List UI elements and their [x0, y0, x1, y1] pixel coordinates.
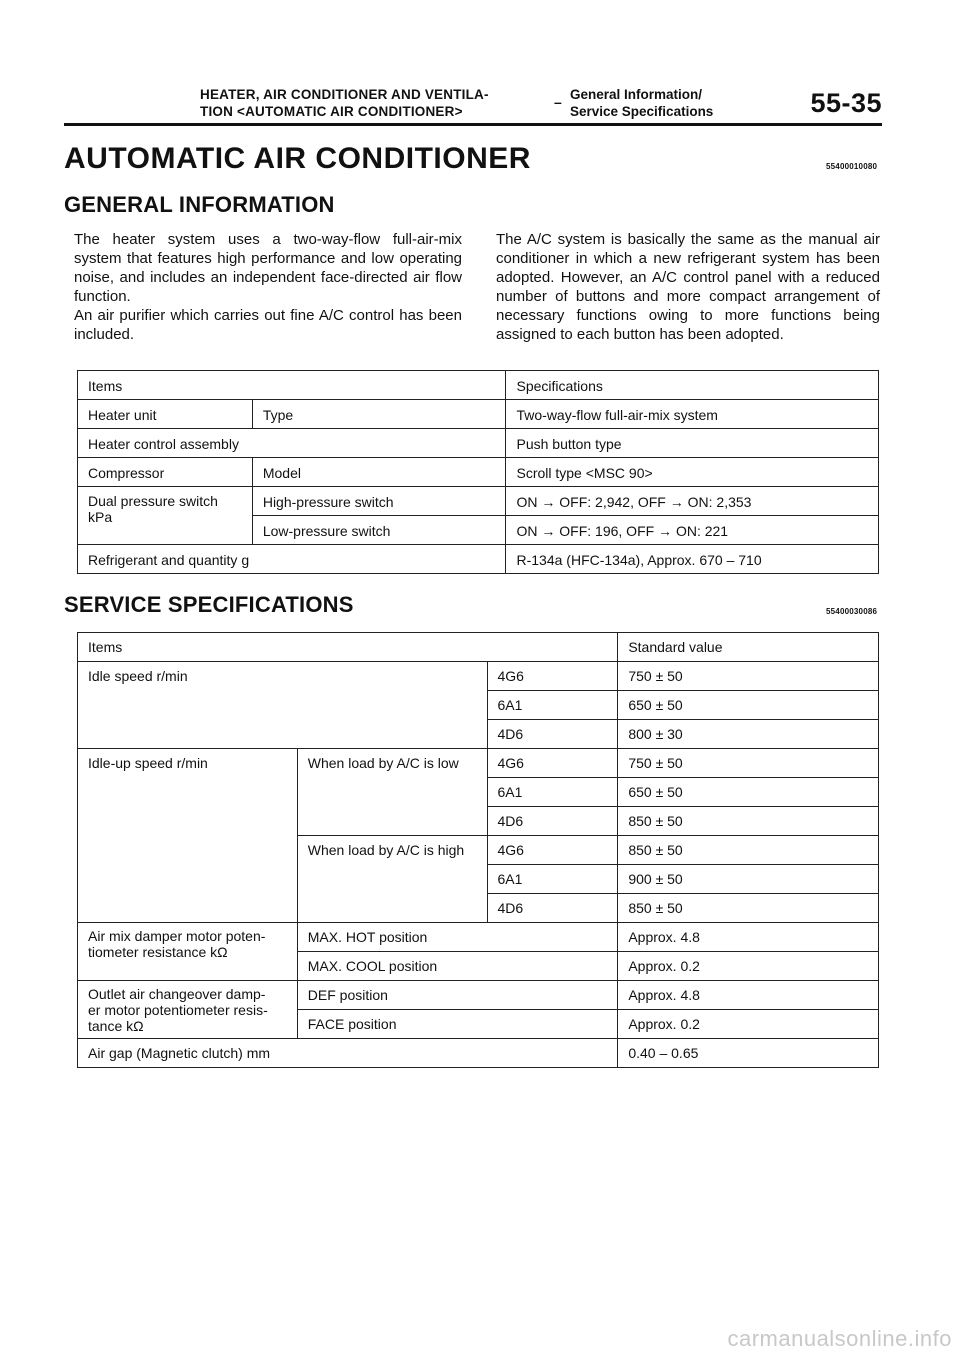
table-cell: FACE position: [297, 1010, 618, 1039]
table-cell: 850 ± 50: [618, 894, 879, 923]
table-cell: Approx. 4.8: [618, 923, 879, 952]
table-cell: Refrigerant and quantity g: [78, 545, 506, 574]
table-row: [78, 923, 879, 952]
dual-pressure-label-line2: kPa: [88, 509, 113, 525]
general-info-left-p2: An air purifier which carries out fine A/C control has been included.: [74, 307, 462, 343]
outlet-label-line1: Outlet air changeover damp-: [88, 986, 266, 1002]
table-cell: When load by A/C is low: [297, 749, 487, 836]
service-specs-code: 55400030086: [826, 607, 878, 616]
table-cell: 6A1: [487, 778, 618, 807]
general-info-right-p1: The A/C system is basically the same as the manual air conditioner in which a new refrigerant system has been adopted. However, an A/C control panel with a reduced number of buttons and more compact arrangement of necessary functions owing to more functions being assigned to each button has been adopted.: [496, 231, 880, 343]
table-header-specs: Specifications: [506, 371, 879, 400]
table-cell: MAX. COOL position: [297, 952, 618, 981]
table-cell: DEF position: [297, 981, 618, 1010]
table-cell: 4D6: [487, 894, 618, 923]
table-cell: 4D6: [487, 807, 618, 836]
table-cell: Heater control assembly: [78, 429, 506, 458]
table-cell: 850 ± 50: [618, 807, 879, 836]
table-row: [78, 371, 879, 400]
table-cell: R-134a (HFC-134a), Approx. 670 – 710: [506, 545, 879, 574]
watermark: carmanualsonline.info: [727, 1326, 952, 1351]
main-title-code: 55400010080: [826, 162, 878, 171]
general-spec-table: [77, 370, 879, 574]
general-info-left-p1: The heater system uses a two-way-flow full-air-mix system that features high performance and low operating noise, and includes an independent face-directed air flow function.: [74, 231, 462, 305]
table-cell: 6A1: [487, 865, 618, 894]
table-cell: Model: [252, 458, 506, 487]
table-cell: ON → OFF: 196, OFF → ON: 221: [506, 516, 879, 545]
table-cell: High-pressure switch: [252, 487, 506, 516]
table-row: [78, 662, 879, 691]
table-cell: Approx. 0.2: [618, 952, 879, 981]
table-cell: 750 ± 50: [618, 749, 879, 778]
table-row: [78, 633, 879, 662]
table-header-items: Items: [78, 633, 618, 662]
table-header-items: Items: [78, 371, 506, 400]
outlet-label-line2: er motor potentiometer resis-: [88, 1002, 268, 1018]
table-cell: ON → OFF: 2,942, OFF → ON: 2,353: [506, 487, 879, 516]
service-spec-table: [77, 632, 879, 1068]
subtitle-line2: Service Specifications: [570, 104, 714, 119]
table-cell: MAX. HOT position: [297, 923, 618, 952]
section-subtitle: [570, 86, 713, 120]
table-cell: Air gap (Magnetic clutch) mm: [78, 1039, 618, 1068]
general-info-left: [74, 230, 462, 344]
table-cell: 6A1: [487, 691, 618, 720]
table-row: [78, 545, 879, 574]
table-cell: [78, 487, 253, 545]
section-title-line1: HEATER, AIR CONDITIONER AND VENTILA-: [200, 87, 489, 102]
page-header: [74, 86, 882, 124]
table-cell: 650 ± 50: [618, 691, 879, 720]
table-row: [78, 1039, 879, 1068]
table-row: [78, 487, 879, 516]
table-cell: Push button type: [506, 429, 879, 458]
table-cell: 4G6: [487, 836, 618, 865]
table-cell: 4G6: [487, 662, 618, 691]
table-header-std: Standard value: [618, 633, 879, 662]
table-cell: 800 ± 30: [618, 720, 879, 749]
table-cell: Idle speed r/min: [78, 662, 488, 749]
table-cell: 850 ± 50: [618, 836, 879, 865]
table-row: [78, 458, 879, 487]
dual-pressure-label-line1: Dual pressure switch: [88, 493, 218, 509]
page-number: 55-35: [810, 88, 882, 118]
table-cell: Type: [252, 400, 506, 429]
subtitle-line1: General Information/: [570, 87, 703, 102]
table-row: [78, 400, 879, 429]
table-cell: Low-pressure switch: [252, 516, 506, 545]
header-dash: –: [554, 94, 562, 110]
table-cell: Compressor: [78, 458, 253, 487]
table-cell: Two-way-flow full-air-mix system: [506, 400, 879, 429]
table-row: [78, 429, 879, 458]
table-cell: Approx. 0.2: [618, 1010, 879, 1039]
outlet-label-line3: tance kΩ: [88, 1018, 144, 1034]
table-cell: Approx. 4.8: [618, 981, 879, 1010]
main-title: AUTOMATIC AIR CONDITIONER: [64, 142, 531, 175]
general-info-heading: GENERAL INFORMATION: [64, 192, 335, 217]
table-cell: [78, 923, 298, 981]
section-title-line2: TION <AUTOMATIC AIR CONDITIONER>: [200, 104, 463, 119]
table-cell: 4G6: [487, 749, 618, 778]
header-rule: [64, 123, 882, 126]
table-cell: Heater unit: [78, 400, 253, 429]
general-info-right: [496, 230, 880, 344]
table-cell: When load by A/C is high: [297, 836, 487, 923]
service-specs-heading: SERVICE SPECIFICATIONS: [64, 592, 354, 617]
table-cell: 900 ± 50: [618, 865, 879, 894]
table-cell: Idle-up speed r/min: [78, 749, 298, 923]
airmix-label-line2: tiometer resistance kΩ: [88, 944, 228, 960]
table-row: [78, 749, 879, 778]
section-title: [200, 86, 489, 120]
table-cell: [78, 981, 298, 1039]
table-cell: 650 ± 50: [618, 778, 879, 807]
table-cell: 0.40 – 0.65: [618, 1039, 879, 1068]
table-row: [78, 981, 879, 1010]
table-cell: Scroll type <MSC 90>: [506, 458, 879, 487]
table-cell: 750 ± 50: [618, 662, 879, 691]
table-cell: 4D6: [487, 720, 618, 749]
airmix-label-line1: Air mix damper motor poten-: [88, 928, 266, 944]
